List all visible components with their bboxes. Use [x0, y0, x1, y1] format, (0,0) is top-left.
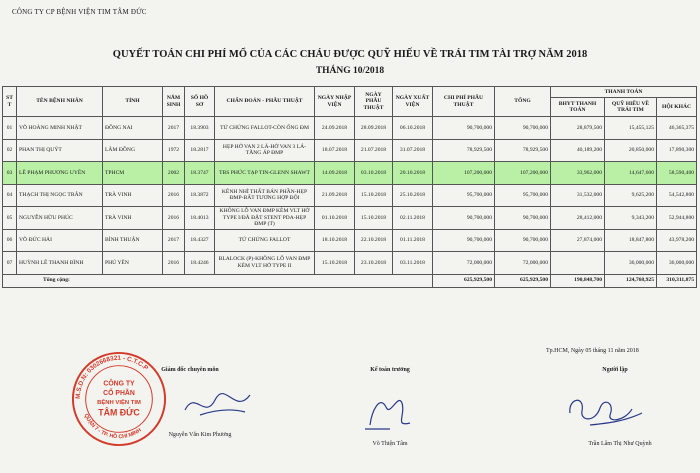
header-bhyt: BHYT THANH TOÁN — [551, 98, 605, 117]
cell-bhyt: 28,879,500 — [551, 117, 605, 140]
cell-total: 72,000,000 — [495, 252, 551, 275]
cell-total: 78,929,500 — [495, 139, 551, 162]
cell-name: HUỲNH LÊ THANH BÌNH — [17, 252, 103, 275]
cell-discharge-date: 31.07.2018 — [393, 139, 433, 162]
cell-admit-date: 21.09.2018 — [315, 184, 355, 207]
preparer-signature-block — [570, 367, 660, 373]
signing-date: Tp.HCM, Ngày 05 tháng 11 năm 2018 — [546, 348, 639, 354]
cell-surgery-date: 15.10.2018 — [355, 207, 393, 230]
cell-diagnosis: HẸP HỞ VAN 2 LÁ-HỞ VAN 3 LÁ-TĂNG ÁP ĐMP — [215, 139, 315, 162]
cell-surgery-date: 28.09.2018 — [355, 117, 393, 140]
totals-cost: 625,929,500 — [433, 274, 495, 287]
table-row — [3, 229, 697, 252]
cell-cost: 107,200,000 — [433, 162, 495, 185]
cell-admit-date: 18.07.2018 — [315, 139, 355, 162]
cell-province: TPHCM — [103, 162, 163, 185]
cell-name: LÊ PHẠM PHƯƠNG UYÊN — [17, 162, 103, 185]
cell-file-no: 18.3872 — [185, 184, 215, 207]
cell-other: 52,944,800 — [657, 207, 697, 230]
cell-other: 17,890,300 — [657, 139, 697, 162]
cell-file-no: 18.4327 — [185, 229, 215, 252]
stamp-line2: CỔ PHẦN — [103, 390, 135, 398]
cell-fund: 14,647,600 — [605, 162, 657, 185]
preparer-title: Người lập — [602, 367, 628, 373]
company-name: CÔNG TY CP BỆNH VIỆN TIM TÂM ĐỨC — [12, 8, 147, 16]
cell-file-no: 18.3903 — [185, 117, 215, 140]
stamp-line3: BỆNH VIỆN TIM — [97, 399, 141, 406]
table-row — [3, 207, 697, 230]
table-row — [3, 162, 697, 185]
totals-other: 310,311,875 — [657, 274, 697, 287]
cell-cost: 78,929,500 — [433, 139, 495, 162]
totals-total: 625,929,500 — [495, 274, 551, 287]
header-total: TỔNG — [495, 87, 551, 117]
cell-cost: 72,000,000 — [433, 252, 495, 275]
cell-bhyt: 27,874,000 — [551, 229, 605, 252]
cell-province: ĐỒNG NAI — [103, 117, 163, 140]
cell-surgery-date: 15.10.2018 — [355, 184, 393, 207]
preparer-name: Trần Lâm Thị Như Quỳnh — [588, 441, 652, 447]
director-title: Giám đốc chuyên môn — [161, 367, 219, 373]
cell-province: BÌNH THUẬN — [103, 229, 163, 252]
cell-stt: 06 — [3, 229, 17, 252]
cell-other: 58,590,400 — [657, 162, 697, 185]
cell-cost: 90,700,000 — [433, 207, 495, 230]
cell-discharge-date: 02.11.2018 — [393, 207, 433, 230]
cell-surgery-date: 22.10.2018 — [355, 229, 393, 252]
cell-bhyt: 40,189,200 — [551, 139, 605, 162]
header-birth-year: NĂM SINH — [163, 87, 185, 117]
header-fund: QUỸ HIẾU VỀ TRÁI TIM — [605, 98, 657, 117]
report-title: QUYẾT TOÁN CHI PHÍ MỔ CỦA CÁC CHÁU ĐƯỢC QUỸ HIẾU VỀ TRÁI TIM TÀI TRỢ NĂM 2018 — [112, 49, 588, 60]
cell-diagnosis: TỨ CHỨNG FALLOT-CÒN ỐNG ĐM — [215, 117, 315, 140]
header-payment: THANH TOÁN — [551, 87, 697, 98]
cell-diagnosis: KÊNH NHĨ THẤT BÁN PHẦN-HẸP ĐMP-BẤT TƯƠNG HỢP ĐỘI — [215, 184, 315, 207]
cell-file-no: 18.2817 — [185, 139, 215, 162]
report-subtitle: THÁNG 10/2018 — [315, 66, 385, 76]
totals-label: Tổng cộng: — [3, 274, 433, 287]
accountant-signature-block — [340, 367, 440, 373]
cell-total: 90,700,000 — [495, 229, 551, 252]
cell-bhyt: 28,412,000 — [551, 207, 605, 230]
header-surgery-date: NGÀY PHẪU THUẬT — [355, 87, 393, 117]
cell-birth-year: 2016 — [163, 184, 185, 207]
cell-stt: 03 — [3, 162, 17, 185]
settlement-table — [2, 86, 697, 288]
table-row — [3, 184, 697, 207]
company-stamp — [70, 350, 168, 448]
header-province: TỈNH — [103, 87, 163, 117]
header-other: HỘI KHÁC — [657, 98, 697, 117]
cell-stt: 04 — [3, 184, 17, 207]
cell-surgery-date: 03.10.2018 — [355, 162, 393, 185]
cell-discharge-date: 25.10.2018 — [393, 184, 433, 207]
director-name: Nguyễn Văn Kim Phương — [168, 432, 232, 438]
cell-admit-date: 24.09.2018 — [315, 117, 355, 140]
header-admit-date: NGÀY NHẬP VIỆN — [315, 87, 355, 117]
cell-name: VÕ ĐỨC HẢI — [17, 229, 103, 252]
header-name: TÊN BỆNH NHÂN — [17, 87, 103, 117]
cell-surgery-date: 21.07.2018 — [355, 139, 393, 162]
cell-birth-year: 2017 — [163, 117, 185, 140]
cell-fund: 15,455,125 — [605, 117, 657, 140]
cell-discharge-date: 20.10.2018 — [393, 162, 433, 185]
accountant-handwritten-signature — [350, 385, 430, 435]
cell-file-no: 18.4013 — [185, 207, 215, 230]
cell-name: THẠCH THỊ NGỌC TRÂN — [17, 184, 103, 207]
cell-admit-date: 18.10.2018 — [315, 229, 355, 252]
cell-cost: 90,700,000 — [433, 229, 495, 252]
header-cost: CHI PHÍ PHẪU THUẬT — [433, 87, 495, 117]
cell-total: 90,700,000 — [495, 207, 551, 230]
director-handwritten-signature — [180, 380, 260, 425]
cell-bhyt: 31,532,000 — [551, 184, 605, 207]
cell-fund: 20,850,000 — [605, 139, 657, 162]
cell-birth-year: 1972 — [163, 139, 185, 162]
totals-bhyt: 190,848,700 — [551, 274, 605, 287]
stamp-outer-text: M.S.D.N: 0302668321 - C.T.C.P — [74, 354, 150, 400]
cell-stt: 02 — [3, 139, 17, 162]
stamp-line4: TÂM ĐỨC — [98, 407, 140, 418]
cell-bhyt: 33,962,000 — [551, 162, 605, 185]
table-row — [3, 252, 697, 275]
accountant-title: Kế toán trưởng — [370, 367, 410, 373]
cell-other: 46,365,375 — [657, 117, 697, 140]
cell-discharge-date: 01.11.2018 — [393, 229, 433, 252]
cell-total: 90,700,000 — [495, 117, 551, 140]
totals-row — [3, 274, 697, 287]
cell-discharge-date: 06.10.2018 — [393, 117, 433, 140]
cell-stt: 01 — [3, 117, 17, 140]
cell-cost: 90,700,000 — [433, 117, 495, 140]
cell-bhyt — [551, 252, 605, 275]
table-row — [3, 117, 697, 140]
cell-other: 36,000,000 — [657, 252, 697, 275]
header-discharge-date: NGÀY XUẤT VIỆN — [393, 87, 433, 117]
cell-province: LÂM ĐỒNG — [103, 139, 163, 162]
cell-fund: 9,625,200 — [605, 184, 657, 207]
cell-stt: 07 — [3, 252, 17, 275]
stamp-bottom-text: QUẬN 7 - TP. HỒ CHÍ MINH — [82, 412, 143, 441]
cell-fund: 36,000,000 — [605, 252, 657, 275]
cell-province: PHÚ YÊN — [103, 252, 163, 275]
header-file-no: SỐ HỒ SƠ — [185, 87, 215, 117]
cell-diagnosis: TỨ CHỨNG FALLOT — [215, 229, 315, 252]
cell-file-no: 18.4246 — [185, 252, 215, 275]
cell-fund: 18,847,800 — [605, 229, 657, 252]
cell-total: 95,700,000 — [495, 184, 551, 207]
accountant-name: Võ Thiện Tâm — [372, 441, 408, 447]
cell-cost: 95,700,000 — [433, 184, 495, 207]
cell-total: 107,200,000 — [495, 162, 551, 185]
cell-fund: 9,343,200 — [605, 207, 657, 230]
totals-fund: 124,768,925 — [605, 274, 657, 287]
cell-birth-year: 2016 — [163, 207, 185, 230]
cell-other: 43,978,200 — [657, 229, 697, 252]
header-diagnosis: CHẨN ĐOÁN - PHẪU THUẬT — [215, 87, 315, 117]
cell-stt: 05 — [3, 207, 17, 230]
cell-province: TRÀ VINH — [103, 184, 163, 207]
cell-file-no: 18.3747 — [185, 162, 215, 185]
cell-diagnosis: BLALOCK (P)-KHÔNG LỖ VAN ĐMP KÈM VLT HỞ TYPE II — [215, 252, 315, 275]
cell-name: PHAN THỊ QUÝT — [17, 139, 103, 162]
cell-surgery-date: 23.10.2018 — [355, 252, 393, 275]
cell-name: NGUYỄN HỮU PHÚC — [17, 207, 103, 230]
cell-birth-year: 2002 — [163, 162, 185, 185]
table-row — [3, 139, 697, 162]
cell-birth-year: 2016 — [163, 252, 185, 275]
header-stt: ST T — [3, 87, 17, 117]
stamp-line1: CÔNG TY — [103, 380, 135, 388]
cell-diagnosis: TBS PHỨC TẠP TIN-GLENN SHAWT — [215, 162, 315, 185]
cell-province: TRÀ VINH — [103, 207, 163, 230]
cell-other: 54,542,800 — [657, 184, 697, 207]
preparer-handwritten-signature — [560, 383, 650, 433]
cell-admit-date: 15.10.2018 — [315, 252, 355, 275]
cell-admit-date: 14.09.2018 — [315, 162, 355, 185]
cell-admit-date: 01.10.2018 — [315, 207, 355, 230]
cell-diagnosis: KHÔNG LỖ VAN ĐMP KÈM VLT HỞ TYPE I/ĐÃ ĐẶT STENT PDA-HẸP ĐMP (T) — [215, 207, 315, 230]
cell-birth-year: 2017 — [163, 229, 185, 252]
cell-name: VÕ HOÀNG MINH NHẬT — [17, 117, 103, 140]
cell-discharge-date: 03.11.2018 — [393, 252, 433, 275]
